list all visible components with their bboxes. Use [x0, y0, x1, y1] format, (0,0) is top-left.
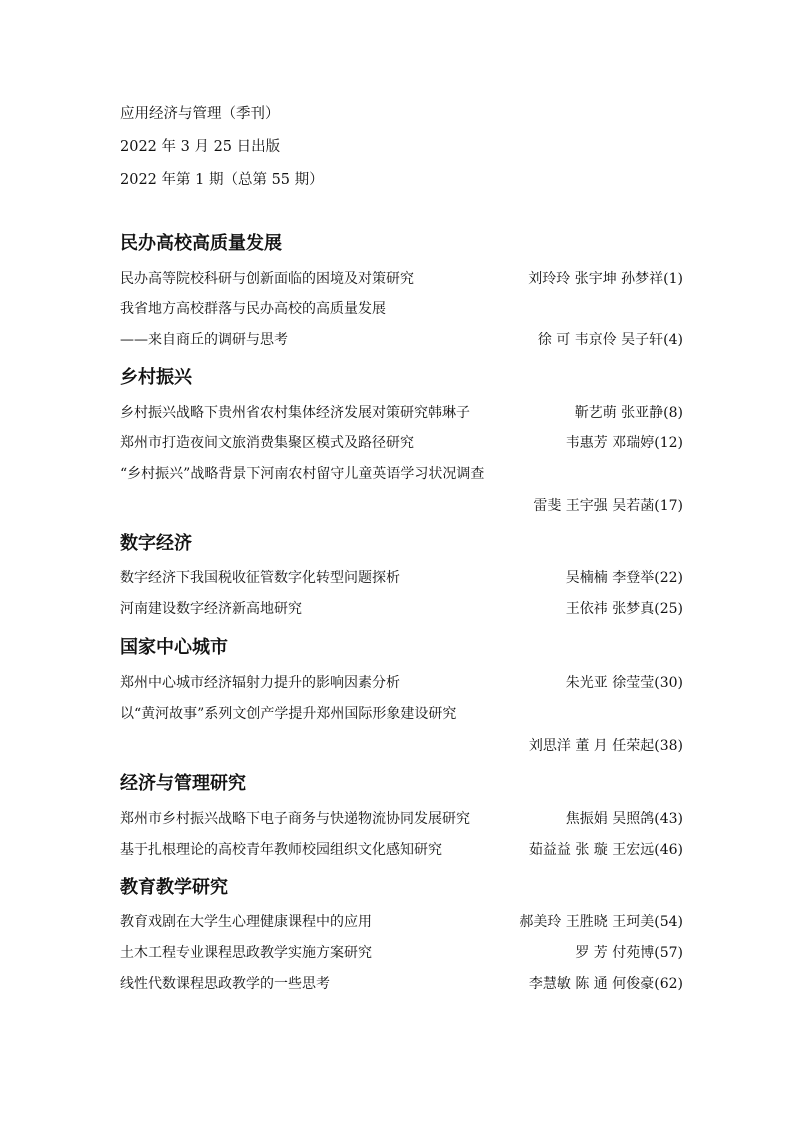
article-authors: 刘玲玲 张宇坤 孙梦祥(1) — [528, 271, 683, 287]
toc-entry[interactable] — [120, 735, 683, 757]
toc-entry[interactable] — [120, 911, 683, 933]
article-title: 线性代数课程思政教学的一些思考 — [120, 976, 330, 992]
article-authors: 雷斐 王宇强 吴若菡(17) — [533, 498, 683, 514]
article-authors: 韦惠芳 邓瑞婷(12) — [565, 435, 683, 451]
article-title: 河南建设数字经济新高地研究 — [120, 601, 302, 617]
article-title: 教育戏剧在大学生心理健康课程中的应用 — [120, 914, 372, 930]
journal-name: 应用经济与管理（季刊） — [120, 106, 280, 122]
article-authors: 朱光亚 徐莹莹(30) — [565, 675, 683, 691]
article-authors: 刘思洋 董 月 任荣起(38) — [528, 738, 683, 754]
toc-entry[interactable] — [120, 672, 683, 694]
issue-number: 2022 年第 1 期（总第 55 期） — [120, 172, 324, 188]
article-authors: 茹益益 张 璇 王宏远(46) — [528, 842, 683, 858]
article-title: 郑州市打造夜间文旅消费集聚区模式及路径研究 — [120, 435, 414, 451]
toc-entry[interactable] — [120, 432, 683, 454]
article-authors: 郝美玲 王胜晓 王珂美(54) — [519, 914, 683, 930]
article-authors: 王依祎 张梦真(25) — [565, 601, 683, 617]
article-title: 土木工程专业课程思政教学实施方案研究 — [120, 945, 372, 961]
section-title: 民办高校高质量发展 — [120, 233, 282, 254]
article-title: 基于扎根理论的高校青年教师校园组织文化感知研究 — [120, 842, 442, 858]
article-title: 我省地方高校群落与民办高校的高质量发展 — [120, 301, 386, 317]
toc-entry[interactable] — [120, 329, 683, 351]
toc-entry[interactable] — [120, 598, 683, 620]
article-title: 乡村振兴战略下贵州省农村集体经济发展对策研究韩琳子 — [120, 405, 470, 421]
article-title: 数字经济下我国税收征管数字化转型问题探析 — [120, 570, 400, 586]
section-title: 乡村振兴 — [120, 367, 192, 388]
toc-entry[interactable] — [120, 703, 683, 725]
article-authors: 焦振娟 吴照鸽(43) — [565, 811, 683, 827]
article-title: 以“黄河故事”系列文创产学提升郑州国际形象建设研究 — [120, 706, 457, 722]
article-title: 郑州市乡村振兴战略下电子商务与快递物流协同发展研究 — [120, 811, 470, 827]
section-title: 教育教学研究 — [120, 877, 228, 898]
toc-entry[interactable] — [120, 839, 683, 861]
toc-entry[interactable] — [120, 298, 683, 320]
article-authors: 罗 芳 付苑博(57) — [575, 945, 683, 961]
toc-entry[interactable] — [120, 567, 683, 589]
toc-entry[interactable] — [120, 402, 683, 424]
article-authors: 徐 可 韦京伶 吴子轩(4) — [537, 332, 683, 348]
section-title: 经济与管理研究 — [120, 773, 246, 794]
toc-entry[interactable] — [120, 942, 683, 964]
publication-date: 2022 年 3 月 25 日出版 — [120, 139, 281, 155]
article-authors: 靳艺萌 张亚静(8) — [574, 405, 683, 421]
toc-entry[interactable] — [120, 808, 683, 830]
section-title: 国家中心城市 — [120, 637, 228, 658]
toc-entry[interactable] — [120, 973, 683, 995]
article-subtitle: ——来自商丘的调研与思考 — [120, 332, 288, 348]
article-title: “乡村振兴”战略背景下河南农村留守儿童英语学习状况调查 — [120, 466, 485, 482]
toc-entry[interactable] — [120, 268, 683, 290]
toc-entry[interactable] — [120, 495, 683, 517]
toc-entry[interactable] — [120, 463, 683, 485]
article-authors: 吴楠楠 李登举(22) — [565, 570, 683, 586]
article-title: 民办高等院校科研与创新面临的困境及对策研究 — [120, 271, 414, 287]
article-title: 郑州中心城市经济辐射力提升的影响因素分析 — [120, 675, 400, 691]
article-authors: 李慧敏 陈 通 何俊豪(62) — [528, 976, 683, 992]
section-title: 数字经济 — [120, 533, 192, 554]
